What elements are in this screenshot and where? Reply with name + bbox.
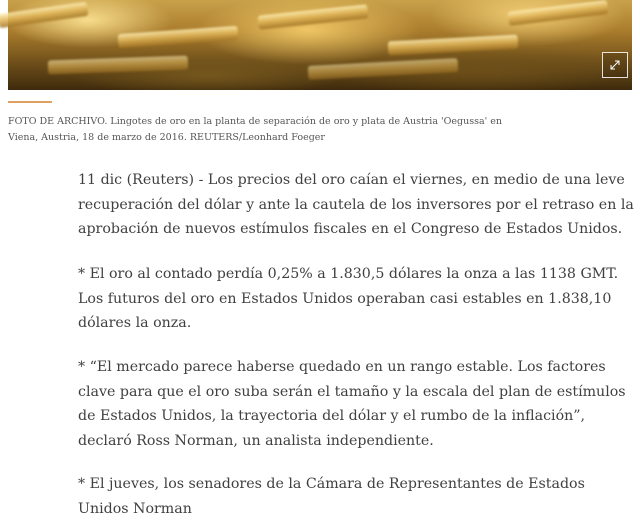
gold-bar-shape <box>388 35 519 56</box>
gold-bar-shape <box>258 4 369 29</box>
article-paragraph: 11 dic (Reuters) - Los precios del oro caían el viernes, en medio de una leve recuperación del dólar y ante la cautela de los inversores por el retraso en la aprobación de nuevos estímulos fiscales en el Congreso de Estados Unidos. <box>78 172 634 237</box>
gold-bar-shape <box>508 0 609 26</box>
gold-bar-shape <box>118 26 239 48</box>
article-paragraph: * “El mercado parece haberse quedado en un rango estable. Los factores clave para que el oro suba serán el tamaño y la escala del plan de estímulos de Estados Unidos, la trayectoria del dólar y el rumbo de la inflación”, declaró Ross Norman, un analista independiente. <box>78 359 626 449</box>
expand-icon <box>609 59 621 71</box>
article-paragraph: * El jueves, los senadores de la Cámara de Representantes de Estados Unidos Norman <box>78 476 585 517</box>
photo-caption: FOTO DE ARCHIVO. Lingotes de oro en la planta de separación de oro y plata de Austria 'Oegussa' en Viena, Austria, 18 de marzo de 2016. REUTERS/Leonhard Foeger <box>8 116 503 143</box>
gold-bar-shape <box>308 58 459 80</box>
article-photo <box>8 0 632 90</box>
gold-bar-shape <box>0 2 89 28</box>
article-paragraph: * El oro al contado perdía 0,25% a 1.830,5 dólares la onza a las 1138 GMT. Los futuros del oro en Estados Unidos operaban casi estables en 1.838,10 dólares la onza. <box>78 266 619 331</box>
caption-divider <box>8 101 52 103</box>
expand-photo-button[interactable] <box>602 52 628 78</box>
gold-bar-shape <box>48 56 188 75</box>
